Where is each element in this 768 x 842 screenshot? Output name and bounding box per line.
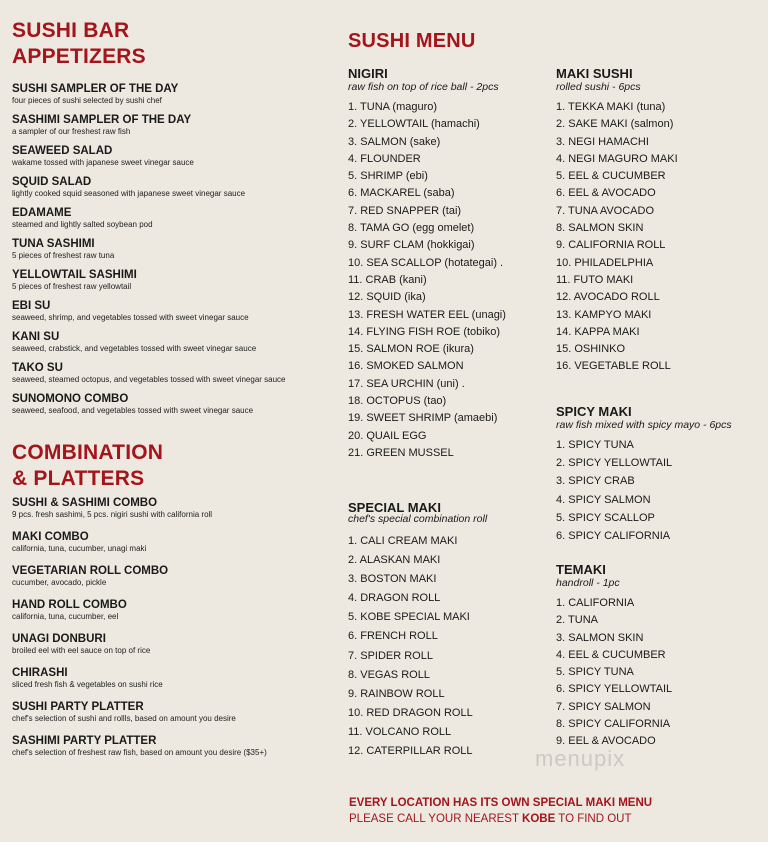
menu-item — [12, 633, 332, 655]
menu-item-name: SUSHI SAMPLER OF THE DAY — [12, 83, 179, 95]
list-item: 2. YELLOWTAIL (hamachi) — [348, 118, 480, 131]
list-item: 1. CALIFORNIA — [556, 597, 635, 609]
menu-item — [12, 238, 332, 260]
temaki-list — [556, 595, 672, 751]
nigiri-list — [348, 99, 506, 462]
maki-sushi-section — [556, 66, 766, 376]
menu-item-name: VEGETARIAN ROLL COMBO — [12, 565, 169, 577]
list-item: 4. NEGI MAGURO MAKI — [556, 152, 678, 165]
menu-item — [12, 393, 332, 415]
list-item: 11. CRAB (kani) — [348, 273, 427, 286]
list-item: 5. SHRIMP (ebi) — [348, 170, 428, 183]
combination-list — [12, 497, 332, 769]
menu-item-name: SUSHI PARTY PLATTER — [12, 701, 144, 713]
list-item: 4. FLOUNDER — [348, 152, 421, 165]
menu-item — [12, 497, 332, 519]
special-maki-section — [348, 500, 487, 761]
menu-item-name: TUNA SASHIMI — [12, 238, 95, 250]
list-item: 4. EEL & CUCUMBER — [556, 648, 666, 661]
list-item: 7. SPIDER ROLL — [348, 649, 433, 662]
menu-item-description: 9 pcs. fresh sashimi, 5 pcs. nigiri sushi with california roll — [12, 510, 213, 519]
list-item: 3. NEGI HAMACHI — [556, 135, 649, 148]
menu-item-name: KANI SU — [12, 331, 60, 343]
list-item: 10. RED DRAGON ROLL — [348, 706, 473, 719]
menu-item-name: SUNOMONO COMBO — [12, 393, 129, 405]
list-item: 1. TEKKA MAKI (tuna) — [556, 101, 666, 113]
menu-item-name: SASHIMI PARTY PLATTER — [12, 735, 157, 747]
list-item: 5. EEL & CUCUMBER — [556, 170, 666, 183]
menu-item — [12, 565, 332, 587]
menu-item-description: lightly cooked squid seasoned with japanese sweet vinegar sauce — [12, 189, 246, 198]
menu-item-name: EDAMAME — [12, 207, 72, 219]
spicy-maki-section — [556, 404, 732, 545]
list-item: 12. CATERPILLAR ROLL — [348, 745, 473, 758]
left-column — [12, 18, 332, 757]
spicy-maki-list — [556, 436, 732, 545]
list-item: 19. SWEET SHRIMP (amaebi) — [348, 412, 498, 425]
list-item: 6. EEL & AVOCADO — [556, 187, 656, 200]
list-item: 5. SPICY SCALLOP — [556, 511, 655, 524]
list-item: 4. SPICY SALMON — [556, 493, 651, 506]
menu-item — [12, 83, 332, 105]
menu-item-description: california, tuna, cucumber, unagi maki — [12, 544, 147, 553]
list-item: 6. SPICY YELLOWTAIL — [556, 683, 673, 696]
special-maki-list — [348, 532, 487, 761]
list-item: 3. BOSTON MAKI — [348, 573, 437, 586]
menu-item — [12, 599, 332, 621]
list-item: 20. QUAIL EGG — [348, 429, 427, 442]
list-item: 9. EEL & AVOCADO — [556, 735, 656, 748]
menu-item-description: seaweed, seafood, and vegetables tossed with sweet vinegar sauce — [12, 406, 254, 415]
list-item: 2. SPICY YELLOWTAIL — [556, 457, 673, 470]
maki-sushi-list — [556, 99, 766, 376]
list-item: 16. VEGETABLE ROLL — [556, 360, 671, 373]
list-item: 6. FRENCH ROLL — [348, 630, 438, 643]
menu-item-name: SASHIMI SAMPLER OF THE DAY — [12, 114, 192, 126]
list-item: 7. SPICY SALMON — [556, 700, 651, 713]
menu-item-name: EBI SU — [12, 300, 51, 312]
list-item: 9. CALIFORNIA ROLL — [556, 239, 666, 252]
list-item: 3. SPICY CRAB — [556, 475, 635, 488]
list-item: 17. SEA URCHIN (uni) . — [348, 377, 465, 390]
list-item: 21. GREEN MUSSEL — [348, 446, 454, 459]
temaki-title: TEMAKI — [556, 562, 606, 577]
list-item: 16. SMOKED SALMON — [348, 360, 464, 373]
menu-item — [12, 145, 332, 167]
list-item: 8. SALMON SKIN — [556, 222, 644, 235]
list-item: 12. AVOCADO ROLL — [556, 291, 660, 304]
list-item: 11. VOLCANO ROLL — [348, 725, 452, 738]
list-item: 7. RED SNAPPER (tai) — [348, 204, 462, 217]
menu-item-description: 5 pieces of freshest raw tuna — [12, 251, 115, 260]
nigiri-subtitle: raw fish on top of rice ball - 2pcs — [348, 81, 499, 93]
list-item: 8. TAMA GO (egg omelet) — [348, 222, 475, 235]
list-item: 5. SPICY TUNA — [556, 666, 634, 679]
menu-item-description: seaweed, steamed octopus, and vegetables tossed with sweet vinegar sauce — [12, 375, 286, 384]
menu-item — [12, 331, 332, 353]
list-item: 8. SPICY CALIFORNIA — [556, 718, 671, 731]
menu-item-description: steamed and lightly salted soybean pod — [12, 220, 153, 229]
list-item: 8. VEGAS ROLL — [348, 668, 430, 681]
menu-item-name: YELLOWTAIL SASHIMI — [12, 269, 137, 281]
menu-item-description: seaweed, shrimp, and vegetables tossed with sweet vinegar sauce — [12, 313, 249, 322]
list-item: 2. SAKE MAKI (salmon) — [556, 118, 674, 131]
menu-item-description: sliced fresh fish & vegetables on sushi rice — [12, 680, 163, 689]
list-item: 1. SPICY TUNA — [556, 439, 634, 451]
menu-item-description: wakame tossed with japanese sweet vinegar sauce — [12, 158, 194, 167]
list-item: 10. SEA SCALLOP (hotategai) . — [348, 256, 504, 269]
list-item: 3. SALMON (sake) — [348, 135, 441, 148]
menu-item-description: chef's selection of freshest raw fish, based on amount you desire ($35+) — [12, 748, 267, 757]
menu-item-name: MAKI COMBO — [12, 531, 89, 543]
menu-item-name: HAND ROLL COMBO — [12, 599, 127, 611]
list-item: 2. ALASKAN MAKI — [348, 554, 441, 567]
spicy-maki-title: SPICY MAKI — [556, 404, 632, 419]
list-item: 6. SPICY CALIFORNIA — [556, 530, 671, 543]
list-item: 3. SALMON SKIN — [556, 631, 644, 644]
spicy-maki-subtitle: raw fish mixed with spicy mayo - 6pcs — [556, 419, 732, 431]
list-item: 5. KOBE SPECIAL MAKI — [348, 611, 470, 624]
nigiri-section — [348, 66, 506, 462]
list-item: 18. OCTOPUS (tao) — [348, 395, 447, 408]
menu-item-description: broiled eel with eel sauce on top of rice — [12, 646, 151, 655]
menu-item — [12, 114, 332, 136]
special-maki-subtitle: chef's special combination roll — [348, 513, 488, 525]
menu-item-name: TAKO SU — [12, 362, 63, 374]
list-item: 12. SQUID (ika) — [348, 291, 426, 304]
menu-item — [12, 176, 332, 198]
list-item: 14. KAPPA MAKI — [556, 325, 640, 338]
menu-item-description: four pieces of sushi selected by sushi chef — [12, 96, 162, 105]
list-item: 11. FUTO MAKI — [556, 273, 634, 286]
footer-notice — [349, 795, 652, 827]
footer-line2: PLEASE CALL YOUR NEAREST KOBE TO FIND OUT — [349, 813, 632, 825]
menu-item-description: a sampler of our freshest raw fish — [12, 127, 131, 136]
footer-line1: EVERY LOCATION HAS ITS OWN SPECIAL MAKI MENU — [349, 797, 653, 809]
nigiri-title: NIGIRI — [348, 66, 388, 81]
menu-item-name: SQUID SALAD — [12, 176, 92, 188]
list-item: 9. RAINBOW ROLL — [348, 687, 445, 700]
combination-title: COMBINATION & PLATTERS — [12, 441, 164, 490]
maki-sushi-subtitle: rolled sushi - 6pcs — [556, 81, 641, 93]
list-item: 15. OSHINKO — [556, 343, 626, 356]
maki-sushi-title: MAKI SUSHI — [556, 66, 633, 81]
list-item: 13. KAMPYO MAKI — [556, 308, 652, 321]
menu-item — [12, 269, 332, 291]
menu-item — [12, 701, 332, 723]
watermark-logo: menupix — [535, 746, 626, 771]
temaki-subtitle: handroll - 1pc — [556, 577, 620, 589]
list-item: 1. TUNA (maguro) — [348, 101, 438, 113]
list-item: 14. FLYING FISH ROE (tobiko) — [348, 325, 501, 338]
temaki-section — [556, 562, 672, 751]
menu-item-name: SUSHI & SASHIMI COMBO — [12, 497, 158, 509]
menu-item-description: seaweed, crabstick, and vegetables tossed with sweet vinegar sauce — [12, 344, 257, 353]
menu-item-description: california, tuna, cucumber, eel — [12, 612, 119, 621]
list-item: 7. TUNA AVOCADO — [556, 204, 655, 217]
menu-item — [12, 735, 332, 757]
list-item: 1. CALI CREAM MAKI — [348, 535, 458, 547]
menu-item-name: SEAWEED SALAD — [12, 145, 113, 157]
menu-item — [12, 207, 332, 229]
appetizers-list — [12, 83, 332, 415]
list-item: 2. TUNA — [556, 614, 598, 627]
sushi-menu-column — [348, 28, 548, 758]
maki-column — [556, 66, 766, 748]
menu-item — [12, 362, 332, 384]
list-item: 15. SALMON ROE (ikura) — [348, 343, 474, 356]
menu-item — [12, 667, 332, 689]
menu-item — [12, 300, 332, 322]
list-item: 6. MACKAREL (saba) — [348, 187, 455, 200]
sushi-menu-title: SUSHI MENU — [348, 30, 476, 52]
menu-item-description: chef's selection of sushi and rollls, based on amount you desire — [12, 714, 236, 723]
menu-item-description: 5 pieces of freshest raw yellowtail — [12, 282, 132, 291]
menu-item-description: cucumber, avocado, pickle — [12, 578, 107, 587]
list-item: 13. FRESH WATER EEL (unagi) — [348, 308, 506, 321]
special-maki-title: SPECIAL MAKI — [348, 500, 441, 515]
list-item: 10. PHILADELPHIA — [556, 256, 654, 269]
appetizers-title: SUSHI BAR APPETIZERS — [12, 19, 146, 68]
menu-item-name: CHIRASHI — [12, 667, 68, 679]
menu-item-name: UNAGI DONBURI — [12, 633, 106, 645]
list-item: 9. SURF CLAM (hokkigai) — [348, 239, 475, 252]
menu-item — [12, 531, 332, 553]
list-item: 4. DRAGON ROLL — [348, 592, 441, 605]
